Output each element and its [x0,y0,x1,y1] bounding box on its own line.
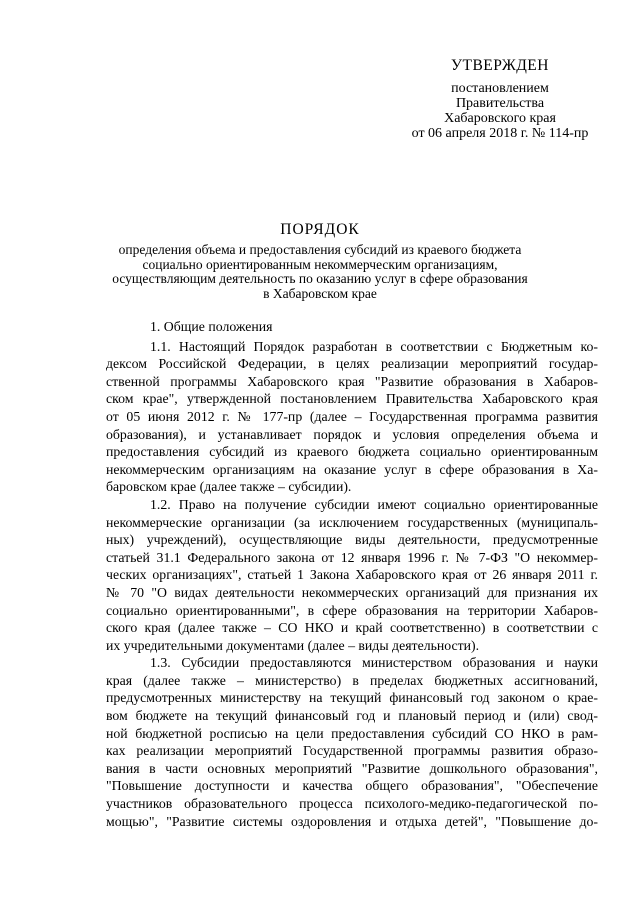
paragraph-line: вом бюджете на текущий финансовый год и плановый период и (или) свод- [106,708,598,724]
paragraph-line: "Повышение доступности и качества общего образования", "Обеспечение [106,778,598,794]
subtitle-line: определения объема и предоставления субсидий из краевого бюджета [118,242,522,257]
paragraph-line: социально ориентированными", в сфере образования на территории Хабаров- [106,602,598,618]
paragraph-line: от 05 июня 2012 г. № 177-пр (далее – Государственная программа развития [106,408,598,424]
paragraph-line: статьей 31.1 Федерального закона от 12 января 1996 г. № 7-ФЗ "О некоммер- [106,549,598,565]
approval-block [390,58,610,141]
paragraph-line: 1.1. Настоящий Порядок разработан в соответствии с Бюджетным ко- [150,338,598,354]
paragraph-line: № 70 "О видах деятельности некоммерческих организаций для признания их [106,584,598,600]
subtitle-line: социально ориентированным некоммерческим организациям, [142,256,498,272]
approval-line: постановлением [451,81,549,96]
paragraph [106,654,598,830]
paragraph-line: ческих организациях", статьей 1 Закона Хабаровского края от 26 января 2011 г. [106,567,598,583]
paragraph-line: края (далее также – министерство) в пределах бюджетных ассигнований, [106,672,598,688]
document-body [106,318,598,830]
paragraph-line: их учредительными документами (далее – виды деятельности). [106,637,480,653]
paragraphs [106,338,598,831]
paragraph-line: вания в части основных мероприятий "Развитие дошкольного образования", [106,760,598,776]
paragraph-line: некоммерческим организациям на оказание услуг в сфере образования в Ха- [106,461,598,477]
paragraph-line: участников образовательного процесса психолого-медико-педагогической по- [106,796,598,812]
paragraph-line: ском крае", утвержденной постановлением Правительства Хабаровского края [106,391,598,407]
paragraph-line: ных) учреждений), осуществляющие виды деятельности, предусмотренные [106,532,598,548]
document-subtitle [110,243,530,301]
approval-date-line: от 06 апреля 2018 г. № 114-пр [411,126,589,141]
paragraph-line: мощью", "Развитие системы оздоровления и отдыха детей", "Повышение до- [106,813,598,829]
paragraph-line: ной бюджетной росписью на цели предоставления субсидий СО НКО в рам- [106,725,598,741]
document-title: ПОРЯДОК [280,221,360,238]
paragraph-line: образования), и устанавливает порядок и условия определения объема и [106,426,598,442]
paragraph-line: дексом Российской Федерации, в целях реализации мероприятий государ- [106,356,598,372]
paragraph [106,496,598,654]
subtitle-line: осуществляющим деятельность по оказанию услуг в сфере образования [112,271,528,287]
paragraph-line: ственной программы Хабаровского края "Развитие образования в Хабаров- [106,373,598,389]
section-heading: 1. Общие положения [150,319,273,334]
paragraph-line: 1.3. Субсидии предоставляются министерством образования и науки [150,655,598,671]
paragraph-line: предоставления субсидий из краевого бюджета социально ориентированным [106,444,598,460]
paragraph-line: некоммерческие организации (за исключением государственных (муниципаль- [106,514,598,530]
subtitle-line: в Хабаровском крае [263,285,377,301]
approval-title: УТВЕРЖДЕН [451,57,549,74]
paragraph-line: ках реализации мероприятий Государственной программы развития образо- [106,743,598,759]
paragraph [106,338,598,496]
approval-line: Правительства [455,96,545,111]
paragraph-line: 1.2. Право на получение субсидии имеют социально ориентированные [150,496,598,512]
paragraph-line: баровском крае (далее также – субсидии). [106,479,352,495]
paragraph-line: ского края (далее также – СО НКО и край соответственно) в соответствии с [106,620,598,636]
approval-line: Хабаровского края [444,111,556,126]
paragraph-line: предусмотренных министерству на текущий финансовый год законом о крае- [106,690,598,706]
